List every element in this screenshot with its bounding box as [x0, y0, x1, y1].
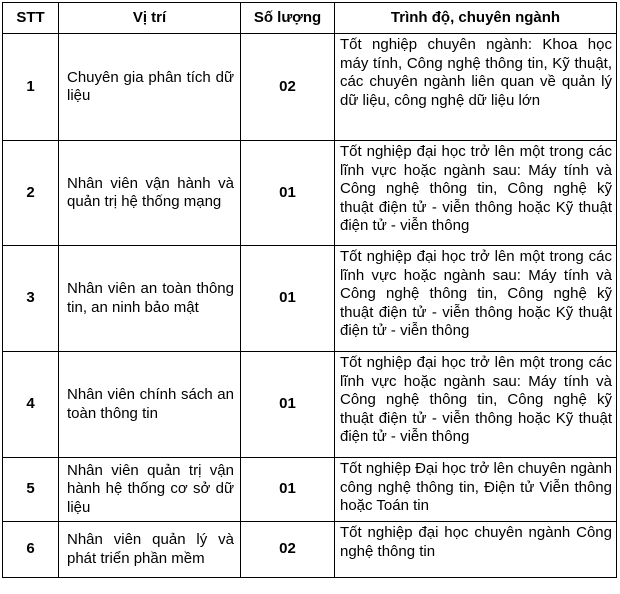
row-position: Nhân viên chính sách an toàn thông tin	[59, 352, 241, 458]
row-position: Chuyên gia phân tích dữ liệu	[59, 34, 241, 141]
row-stt: 5	[3, 458, 59, 522]
row-quantity: 01	[241, 458, 335, 522]
header-stt: STT	[3, 3, 59, 34]
row-position: Nhân viên an toàn thông tin, an ninh bảo mật	[59, 246, 241, 352]
row-position: Nhân viên vận hành và quản trị hệ thống mạng	[59, 141, 241, 246]
header-row	[3, 3, 617, 34]
table-row	[3, 34, 617, 141]
row-stt: 2	[3, 141, 59, 246]
row-position: Nhân viên quản lý và phát triển phần mềm	[59, 522, 241, 578]
row-position: Nhân viên quản trị vận hành hệ thống cơ sở dữ liệu	[59, 458, 241, 522]
row-stt: 6	[3, 522, 59, 578]
row-quantity: 02	[241, 34, 335, 141]
row-quantity: 01	[241, 352, 335, 458]
header-qualification: Trình độ, chuyên ngành	[335, 3, 617, 34]
row-qualification: Tốt nghiệp đại học trở lên một trong các lĩnh vực hoặc ngành sau: Máy tính và Công nghệ thông tin, Công nghệ kỹ thuật điện tử - viễn thông hoặc Kỹ thuật điện tử - viễn thông	[335, 246, 617, 352]
row-stt: 1	[3, 34, 59, 141]
header-quantity: Số lượng	[241, 3, 335, 34]
header-position: Vị trí	[59, 3, 241, 34]
row-stt: 3	[3, 246, 59, 352]
table-row	[3, 352, 617, 458]
table-row	[3, 522, 617, 578]
table-row	[3, 458, 617, 522]
row-quantity: 01	[241, 246, 335, 352]
row-qualification: Tốt nghiệp Đại học trở lên chuyên ngành công nghệ thông tin, Điện tử Viễn thông hoặc Toán tin	[335, 458, 617, 522]
row-qualification: Tốt nghiệp chuyên ngành: Khoa học máy tính, Công nghệ thông tin, Kỹ thuật, các chuyên ngành liên quan về quản lý dữ liệu, công nghệ dữ liệu lớn	[335, 34, 617, 141]
table-row	[3, 141, 617, 246]
row-quantity: 01	[241, 141, 335, 246]
recruitment-table-container	[2, 2, 617, 578]
row-qualification: Tốt nghiệp đại học trở lên một trong các lĩnh vực hoặc ngành sau: Máy tính và Công nghệ thông tin, Công nghệ kỹ thuật điện tử - viễn thông hoặc Kỹ thuật điện tử - viễn thông	[335, 352, 617, 458]
recruitment-table	[2, 2, 617, 578]
row-quantity: 02	[241, 522, 335, 578]
row-qualification: Tốt nghiệp đại học trở lên một trong các lĩnh vực hoặc ngành sau: Máy tính và Công nghệ thông tin, Công nghệ kỹ thuật điện tử - viễn thông hoặc Kỹ thuật điện tử - viễn thông	[335, 141, 617, 246]
row-qualification: Tốt nghiệp đại học chuyên ngành Công nghệ thông tin	[335, 522, 617, 578]
table-row	[3, 246, 617, 352]
row-stt: 4	[3, 352, 59, 458]
